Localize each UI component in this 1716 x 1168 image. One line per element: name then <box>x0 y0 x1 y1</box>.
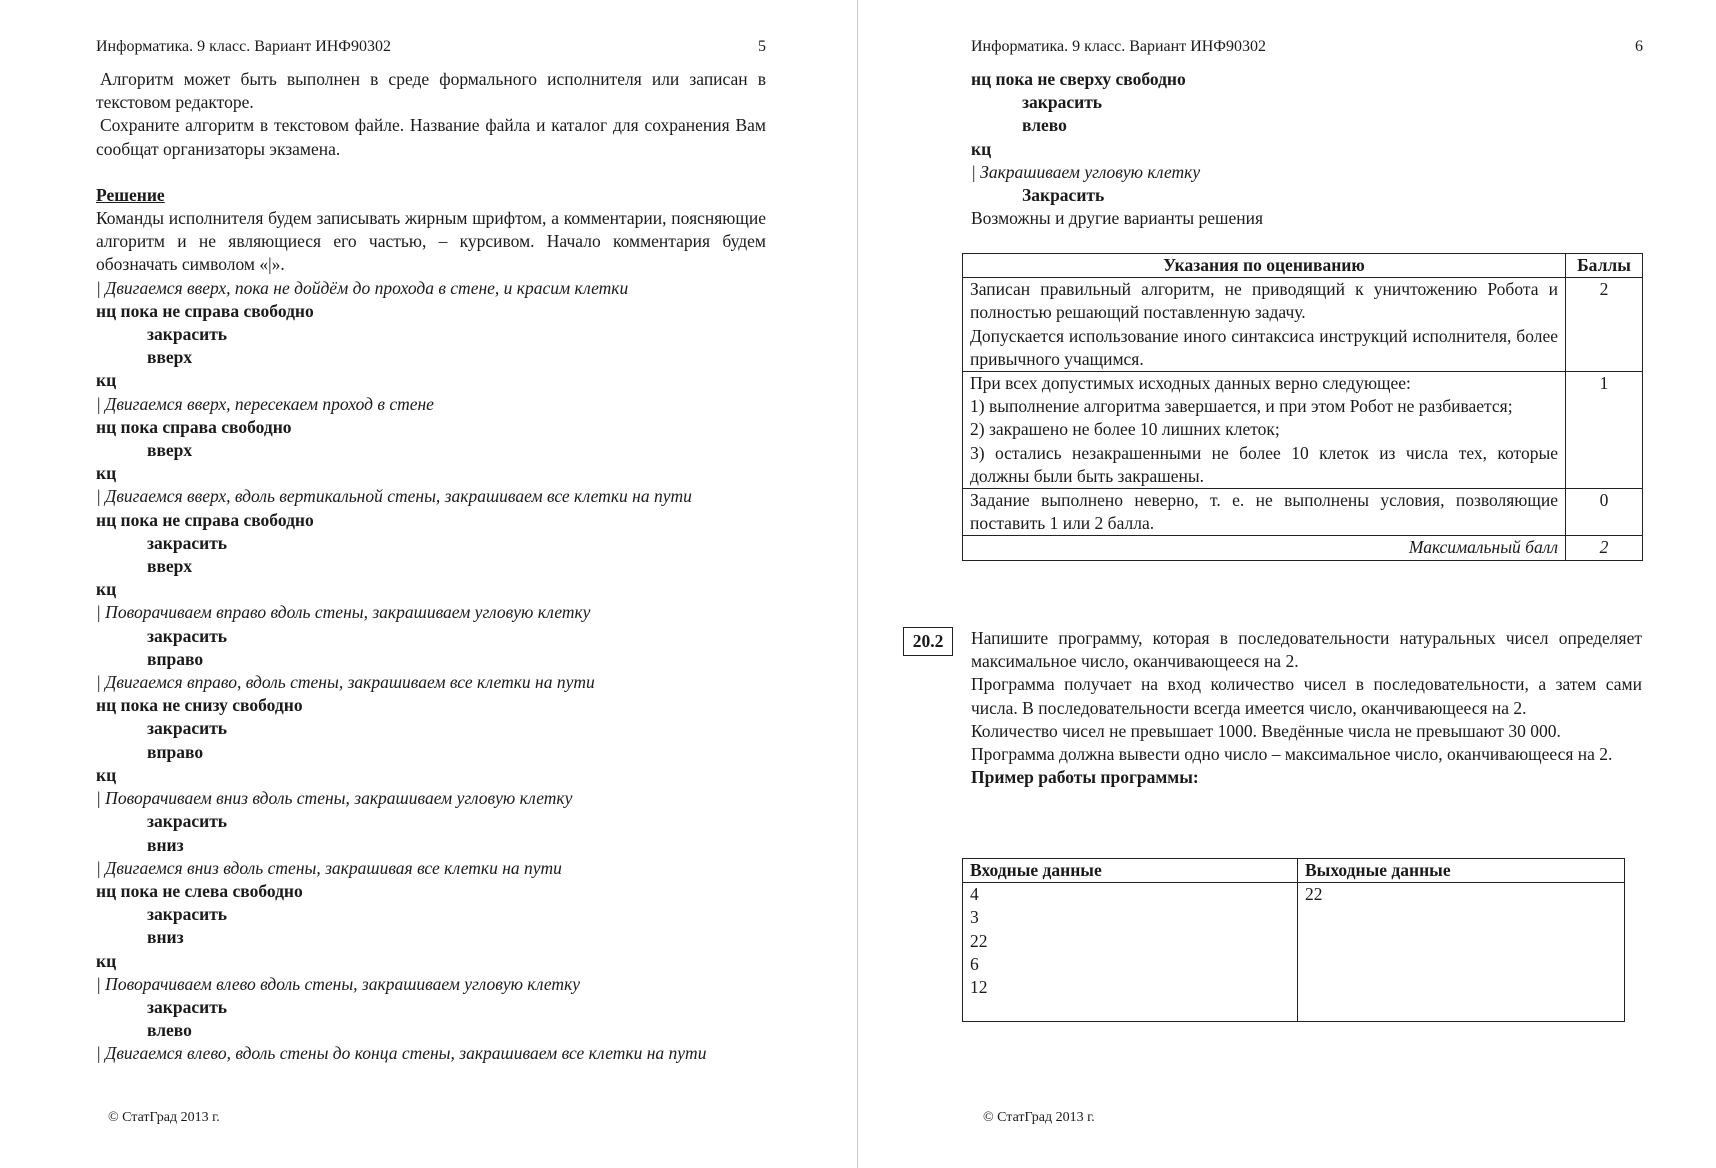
code-keyword-line: нц пока справа свободно <box>96 416 292 437</box>
code-keyword-line: нц пока не слева свободно <box>96 880 303 901</box>
code-command-line: закрасить <box>147 324 228 345</box>
code-keyword-line: нц пока не снизу свободно <box>96 695 303 716</box>
code-command-line: закрасить <box>147 996 228 1017</box>
code-command-line: вверх <box>147 440 193 461</box>
code-command-line: вверх <box>147 556 193 577</box>
code-keyword-line: кц <box>971 138 992 159</box>
code-command-line: Закрасить <box>1022 185 1105 206</box>
example-header-input: Входные данные <box>963 859 1298 883</box>
intro-paragraph: Алгоритм может быть выполнен в среде формального исполнителя или записан в текстовом редакторе. <box>96 69 766 113</box>
solution-heading: Решение <box>96 184 165 205</box>
scoring-table <box>962 253 1643 561</box>
example-table <box>962 858 1625 1022</box>
example-input-value: 22 <box>970 930 988 951</box>
scoring-row <box>963 489 1643 536</box>
scoring-row <box>963 278 1643 372</box>
scoring-criteria <box>963 278 1566 372</box>
task-paragraph: Напишите программу, которая в последовательности натуральных чисел определяет максимальное число, оканчивающееся на 2. <box>971 628 1642 672</box>
scoring-header-points: Баллы <box>1566 254 1643 278</box>
example-header-output: Выходные данные <box>1298 859 1625 883</box>
scoring-criteria-line: Записан правильный алгоритм, не приводящий к уничтожению Робота и полностью решающий поставленную задачу. <box>970 279 1558 323</box>
code-keyword-line: кц <box>96 370 117 391</box>
code-command-line: вправо <box>147 741 204 762</box>
scoring-criteria-line: Задание выполнено неверно, т. е. не выполнены условия, позволяющие поставить 1 или 2 балла. <box>970 490 1558 534</box>
code-comment-line: | Поворачиваем вправо вдоль стены, закрашиваем угловую клетку <box>96 602 591 623</box>
example-input-value: 3 <box>970 907 979 928</box>
code-command-line: вниз <box>147 927 184 948</box>
algorithm-code <box>96 277 766 1066</box>
scoring-max-points: 2 <box>1566 536 1643 560</box>
example-input-value: 6 <box>970 953 979 974</box>
scoring-points: 1 <box>1566 372 1643 489</box>
task-statement <box>971 627 1642 789</box>
task-paragraph: Количество чисел не превышает 1000. Введённые числа не превышают 30 000. <box>971 720 1561 741</box>
scoring-points: 2 <box>1566 278 1643 372</box>
scoring-row <box>963 372 1643 489</box>
scoring-max-label: Максимальный балл <box>963 536 1566 560</box>
code-keyword-line: нц пока не справа свободно <box>96 509 314 530</box>
scoring-criteria-line: 1) выполнение алгоритма завершается, и при этом Робот не разбивается; <box>970 396 1513 417</box>
task-number-box: 20.2 <box>903 627 953 656</box>
example-input-value: 12 <box>970 977 988 998</box>
scoring-criteria-line: 2) закрашено не более 10 лишних клеток; <box>970 419 1280 440</box>
footer-copyright: © СтатГрад 2013 г. <box>983 1110 1095 1125</box>
example-input-value: 4 <box>970 884 979 905</box>
scoring-criteria-line: Допускается использование иного синтаксиса инструкций исполнителя, более привычного учащимся. <box>970 325 1558 369</box>
scoring-points: 0 <box>1566 489 1643 536</box>
code-command-line: влево <box>147 1020 192 1041</box>
code-command-line: закрасить <box>147 625 228 646</box>
code-keyword-line: кц <box>96 764 117 785</box>
example-output-value: 22 <box>1305 884 1323 905</box>
code-keyword-line: кц <box>96 579 117 600</box>
other-solutions-note: Возможны и другие варианты решения <box>971 208 1264 229</box>
scoring-max-row <box>963 536 1643 560</box>
page-number: 5 <box>758 38 766 55</box>
code-comment-line: | Двигаемся вправо, вдоль стены, закрашиваем все клетки на пути <box>96 672 595 693</box>
code-comment-line: | Поворачиваем влево вдоль стены, закрашиваем угловую клетку <box>96 973 581 994</box>
task-paragraph: Программа получает на вход количество чисел в последовательности, а затем сами числа. В последовательности всегда имеется число, оканчивающееся на 2. <box>971 674 1642 718</box>
code-command-line: закрасить <box>1022 92 1103 113</box>
code-keyword-line: нц пока не справа свободно <box>96 300 314 321</box>
code-comment-line: | Закрашиваем угловую клетку <box>971 161 1201 182</box>
example-heading: Пример работы программы: <box>971 767 1199 788</box>
page-divider <box>857 0 858 1168</box>
scoring-criteria-line: При всех допустимых исходных данных верно следующее: <box>970 373 1411 394</box>
footer-copyright: © СтатГрад 2013 г. <box>108 1110 220 1125</box>
code-keyword-line: нц пока не сверху свободно <box>971 69 1186 89</box>
code-command-line: закрасить <box>147 811 228 832</box>
code-command-line: влево <box>1022 115 1067 136</box>
page-header-title: Информатика. 9 класс. Вариант ИНФ90302 <box>96 38 391 55</box>
code-comment-line: | Двигаемся вниз вдоль стены, закрашивая все клетки на пути <box>96 857 562 878</box>
page-header-title: Информатика. 9 класс. Вариант ИНФ90302 <box>971 38 1266 55</box>
code-comment-line: | Двигаемся вверх, вдоль вертикальной стены, закрашиваем все клетки на пути <box>96 486 692 507</box>
code-keyword-line: кц <box>96 950 117 971</box>
code-command-line: закрасить <box>147 532 228 553</box>
left-body <box>96 68 766 1066</box>
example-input-cell <box>963 883 1298 1022</box>
code-keyword-line: кц <box>96 463 117 484</box>
code-comment-line: | Поворачиваем вниз вдоль стены, закрашиваем угловую клетку <box>96 788 573 809</box>
right-body-top <box>971 68 1641 230</box>
code-comment-line: | Двигаемся вверх, пока не дойдём до прохода в стене, и красим клетки <box>96 277 629 298</box>
code-command-line: вверх <box>147 347 193 368</box>
solution-intro: Команды исполнителя будем записывать жирным шрифтом, а комментарии, поясняющие алгоритм и не являющиеся его частью, – курсивом. Начало комментария будем обозначать символом «|». <box>96 208 766 275</box>
code-comment-line: | Двигаемся влево, вдоль стены до конца стены, закрашиваем все клетки на пути <box>96 1043 707 1064</box>
algorithm-code-continued <box>971 68 1641 207</box>
example-output-cell <box>1298 883 1625 1022</box>
code-command-line: закрасить <box>147 718 228 739</box>
code-comment-line: | Двигаемся вверх, пересекаем проход в стене <box>96 393 434 414</box>
scoring-criteria <box>963 372 1566 489</box>
code-command-line: вправо <box>147 648 204 669</box>
task-paragraph: Программа должна вывести одно число – максимальное число, оканчивающееся на 2. <box>971 744 1613 765</box>
scoring-criteria <box>963 489 1566 536</box>
scoring-header-instructions: Указания по оцениванию <box>963 254 1566 278</box>
scoring-criteria-line: 3) остались незакрашенными не более 10 клеток из числа тех, которые должны были быть закрашены. <box>970 442 1558 486</box>
intro-paragraph: Сохраните алгоритм в текстовом файле. Название файла и каталог для сохранения Вам сообщат организаторы экзамена. <box>96 115 766 159</box>
code-command-line: вниз <box>147 834 184 855</box>
code-command-line: закрасить <box>147 904 228 925</box>
page-number: 6 <box>1635 38 1643 55</box>
